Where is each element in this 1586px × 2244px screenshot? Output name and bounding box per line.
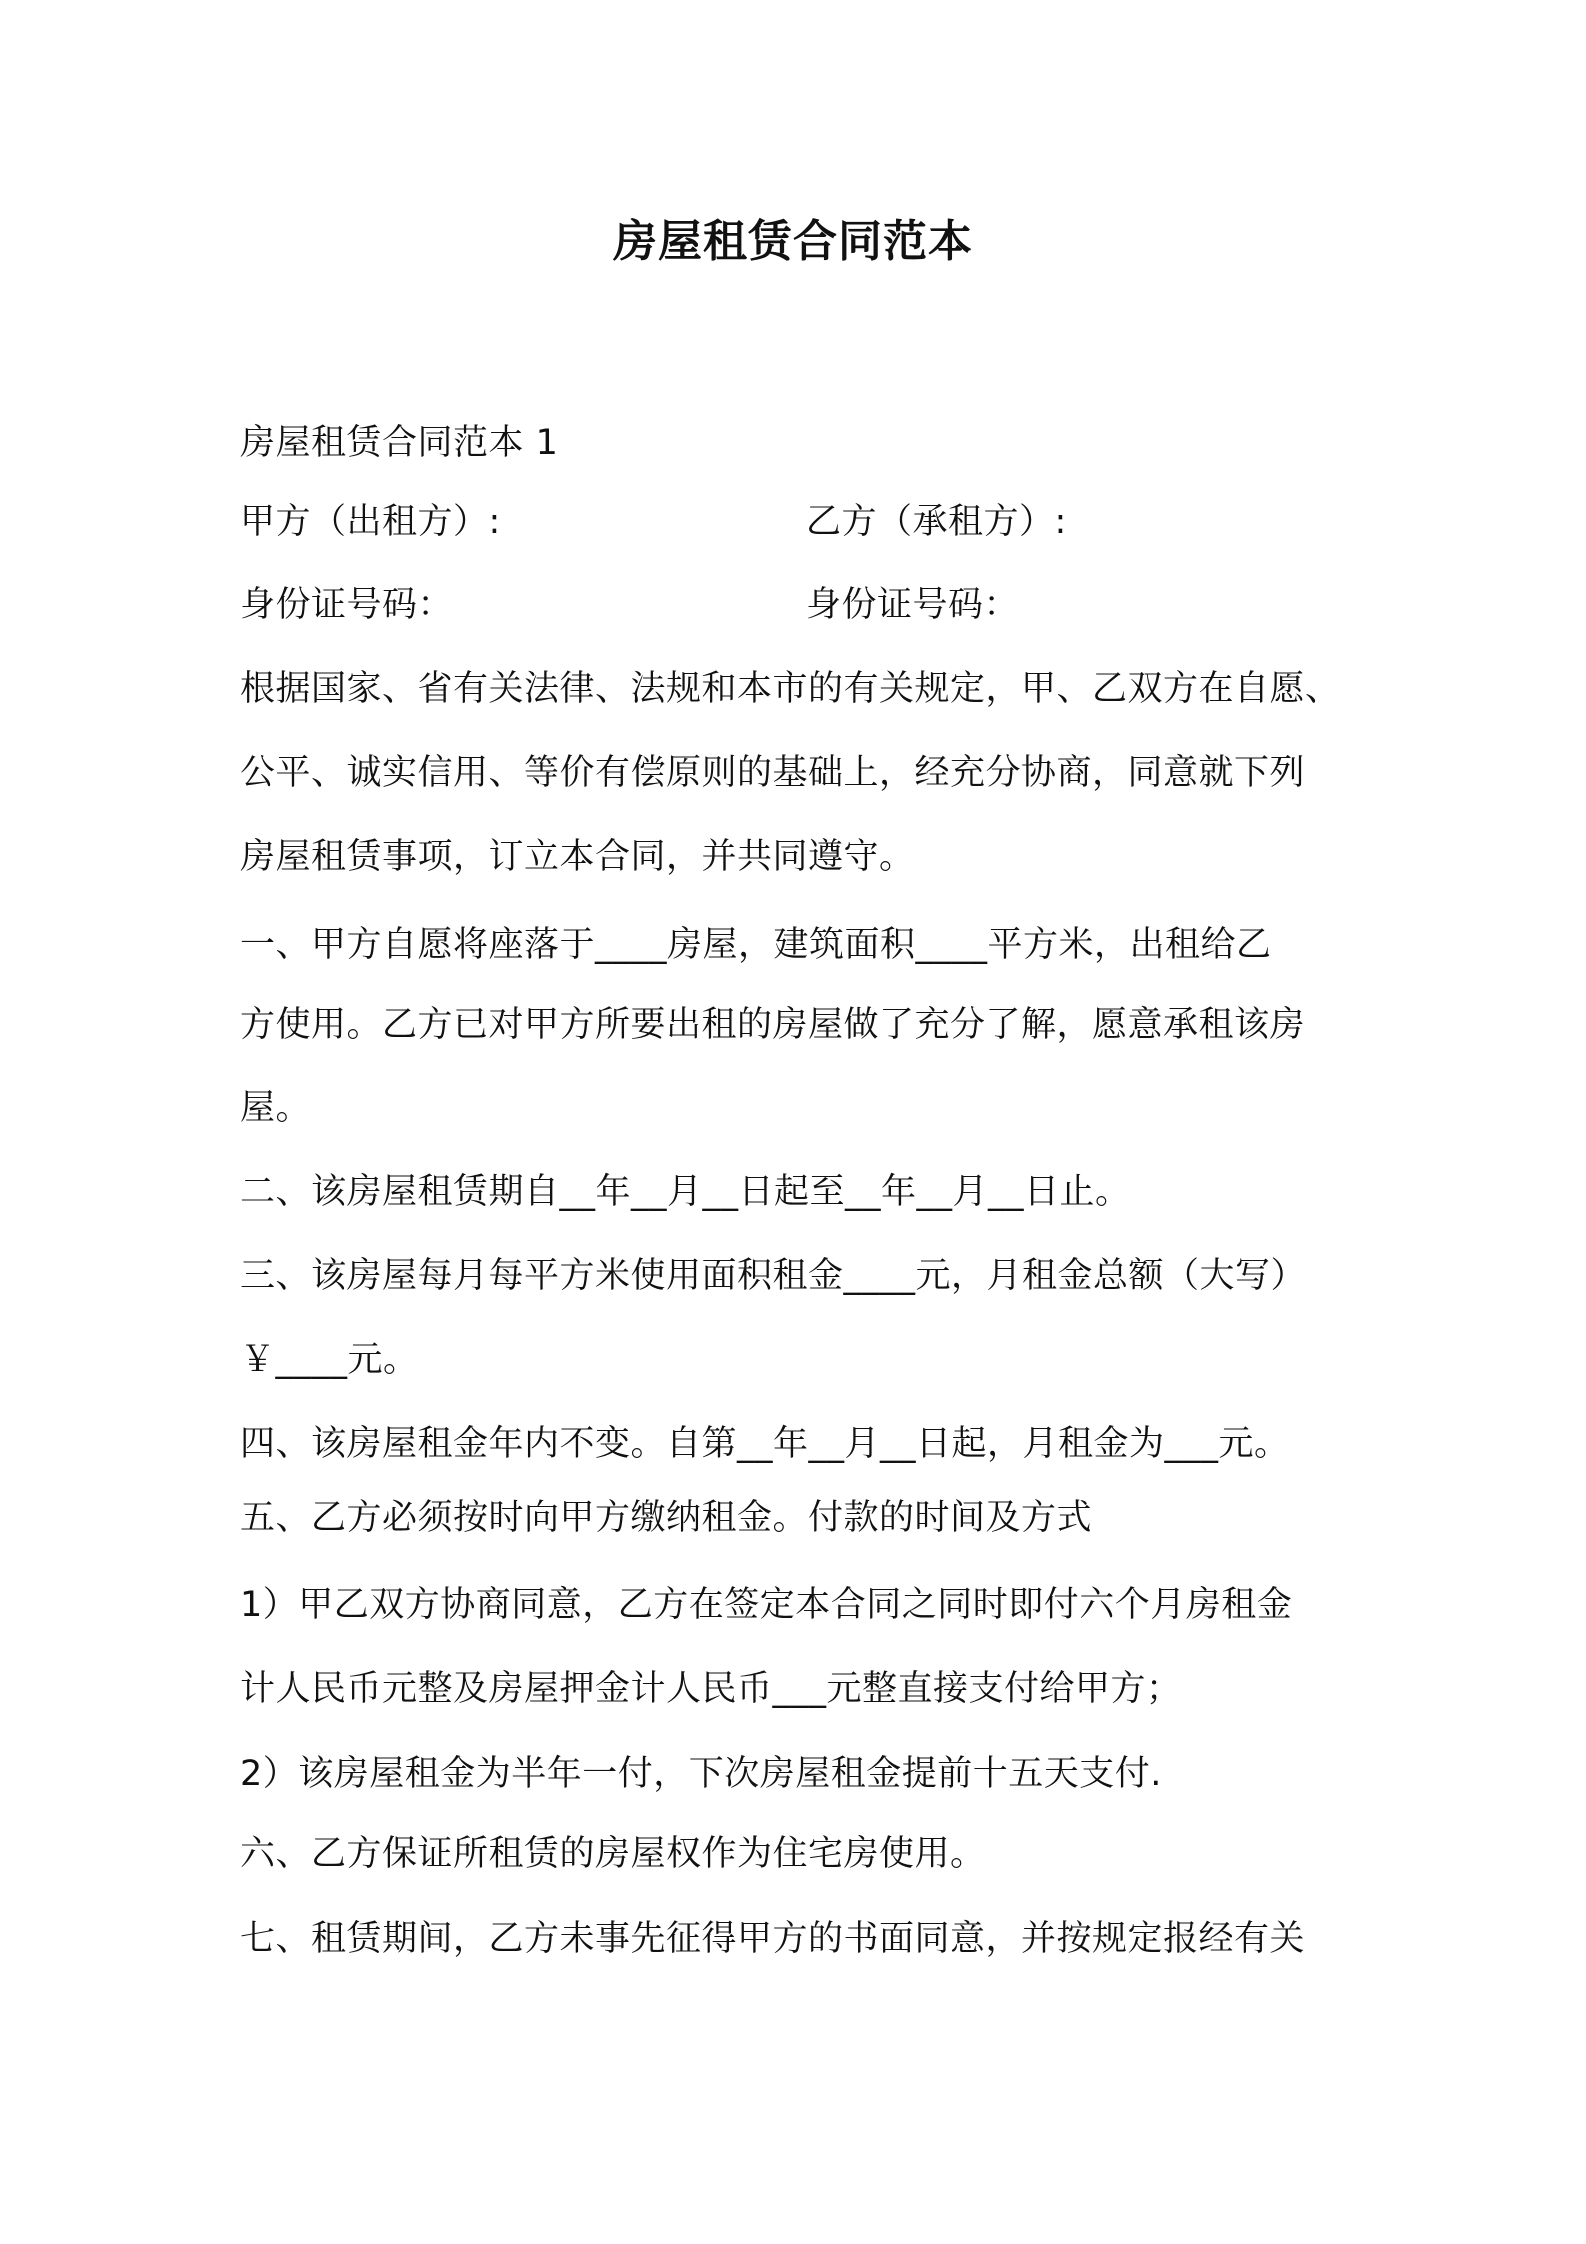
clause-1-line: 方使用。乙方已对甲方所要出租的房屋做了充分了解，愿意承租该房 [240, 1005, 1306, 1045]
clause-1-line: 屋。 [240, 1088, 312, 1128]
party-b-id-label: 身份证号码： [806, 585, 1020, 625]
body-line: 房屋租赁事项，订立本合同，并共同遵守。 [240, 837, 915, 877]
party-a-id-label: 身份证号码： [240, 585, 454, 625]
clause-7-line: 七、租赁期间，乙方未事先征得甲方的书面同意，并按规定报经有关 [240, 1919, 1306, 1959]
clause-4-line: 四、该房屋租金年内不变。自第__年__月__日起，月租金为___元。 [240, 1424, 1290, 1464]
clause-3-line: 三、该房屋每月每平方米使用面积租金____元，月租金总额（大写） [240, 1256, 1307, 1296]
clause-5-line: 五、乙方必须按时向甲方缴纳租金。付款的时间及方式 [240, 1498, 1093, 1538]
clause-6-line: 六、乙方保证所租赁的房屋权作为住宅房使用。 [240, 1834, 986, 1874]
clause-3-line: ￥____元。 [240, 1340, 419, 1380]
clause-5-item-1: 1）甲乙双方协商同意，乙方在签定本合同之同时即付六个月房租金 [240, 1585, 1293, 1625]
body-line: 公平、诚实信用、等价有偿原则的基础上，经充分协商，同意就下列 [240, 753, 1306, 793]
section-heading: 房屋租赁合同范本 1 [240, 423, 559, 463]
clause-5-item-2: 2）该房屋租金为半年一付，下次房屋租金提前十五天支付. [240, 1754, 1162, 1794]
clause-2-line: 二、该房屋租赁期自__年__月__日起至__年__月__日止。 [240, 1172, 1131, 1212]
party-a-label: 甲方（出租方）: [240, 502, 501, 542]
body-line: 根据国家、省有关法律、法规和本市的有关规定，甲、乙双方在自愿、 [240, 669, 1341, 709]
party-b-label: 乙方（承租方）: [806, 502, 1067, 542]
clause-1-line: 一、甲方自愿将座落于____房屋，建筑面积____平方米，出租给乙 [240, 925, 1272, 965]
clause-5-item-1: 计人民币元整及房屋押金计人民币___元整直接支付给甲方； [240, 1669, 1182, 1709]
document-title: 房屋租赁合同范本 [613, 216, 973, 267]
